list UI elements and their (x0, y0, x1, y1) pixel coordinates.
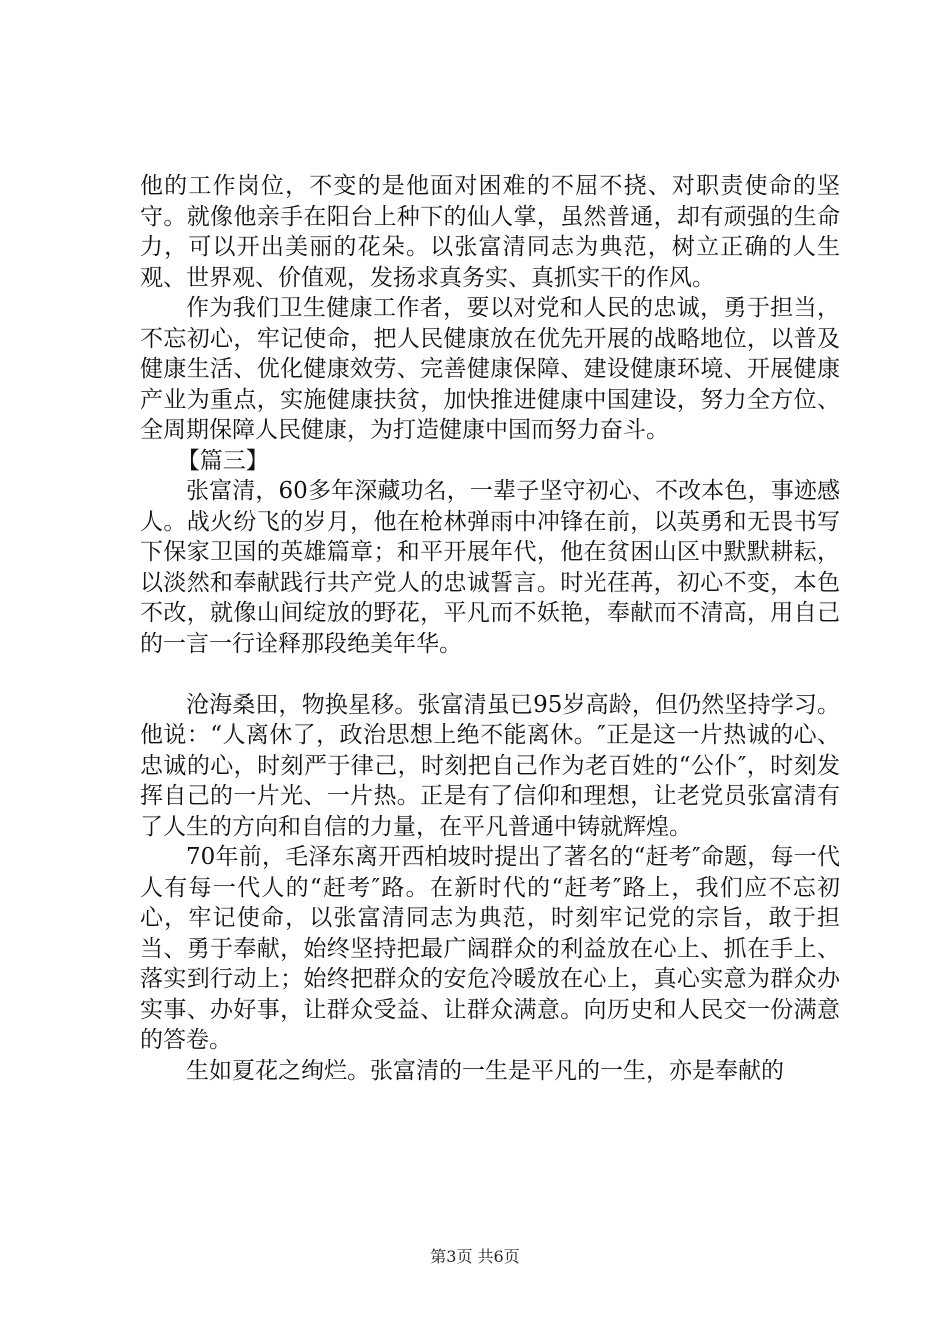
paragraph-spacer (140, 659, 840, 690)
paragraph-6: 生如夏花之绚烂。张富清的一生是平凡的一生，亦是奉献的 (186, 1057, 784, 1084)
paragraph-2: 作为我们卫生健康工作者，要以对党和人民的忠诚，勇于担当，不忘初心，牢记使命，把人民健康放在优先开展的战略地位，以普及健康生活、优化健康效劳、完善健康保障、建设健康环境、开展健康产业为重点，实施健康扶贫，加快推进健康中国建设，努力全方位、全周期保障人民健康，为打造健康中国而努力奋斗。 (140, 295, 840, 443)
section-heading: 【篇三】 (176, 447, 269, 474)
paragraph-3: 张富清，60多年深藏功名，一辈子坚守初心、不改本色，事迹感人。战火纷飞的岁月，他在枪林弹雨中冲锋在前，以英勇和无畏书写下保家卫国的英雄篇章；和平开展年代，他在贫困山区中默默耕耘，以淡然和奉献践行共产党人的忠诚誓言。时光荏苒，初心不变，本色不改，就像山间绽放的野花，平凡而不妖艳，奉献而不清高，用自己的一言一行诠释那段绝美年华。 (140, 478, 840, 657)
paragraph-1: 他的工作岗位，不变的是他面对困难的不屈不挠、对职责使命的坚守。就像他亲手在阳台上种下的仙人掌，虽然普通，却有顽强的生命力，可以开出美丽的花朵。以张富清同志为典范，树立正确的人生观、世界观、价值观，发扬求真务实、真抓实干的作风。 (140, 173, 840, 291)
paragraph-4: 沧海桑田，物换星移。张富清虽已95岁高龄，但仍然坚持学习。他说：“人离休了，政治思想上绝不能离休。″正是这一片热诚的心、忠诚的心，时刻严于律己，时刻把自己作为老百姓的“公仆″，时刻发挥自己的一片光、一片热。正是有了信仰和理想，让老党员张富清有了人生的方向和自信的力量，在平凡普通中铸就辉煌。 (140, 691, 840, 840)
paragraph-5: 70年前，毛泽东离开西柏坡时提出了著名的“赶考″命题，每一代人有每一代人的“赶考″路。在新时代的“赶考″路上，我们应不忘初心，牢记使命，以张富清同志为典范，时刻牢记党的宗旨，敢于担当、勇于奉献，始终坚持把最广阔群众的利益放在心上、抓在手上、落实到行动上；始终把群众的安危冷暖放在心上，真心实意为群众办实事、办好事，让群众受益、让群众满意。向历史和人民交一份满意的答卷。 (140, 844, 840, 1053)
document-body (140, 171, 840, 1086)
page-number-footer: 第3页 共6页 (430, 1247, 520, 1266)
